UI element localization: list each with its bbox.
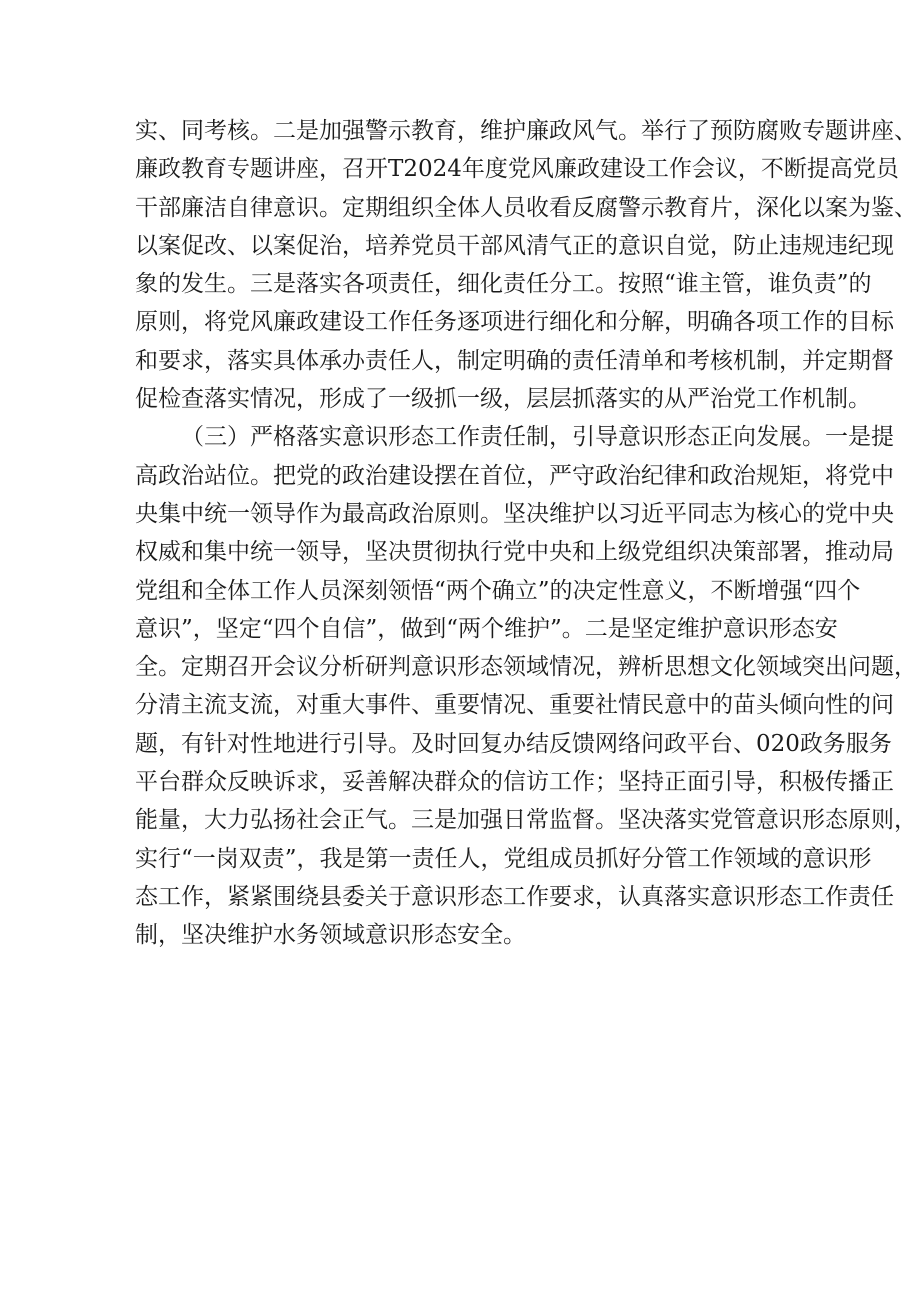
text-line: 题，有针对性地进行引导。及时回复办结反馈网络问政平台、020政务服务 [135,730,892,757]
text-line: 权威和集中统一领导，坚决贯彻执行党中央和上级党组织决策部署，推动局 [135,539,894,566]
text-line: 干部廉洁自律意识。定期组织全体人员收看反腐警示教育片，深化以案为鉴、 [135,194,917,221]
text-line: 党组和全体工作人员深刻领悟“两个确立”的决定性意义，不断增强“四个 [135,577,861,604]
text-line: 平台群众反映诉求，妥善解决群众的信访工作；坚持正面引导，积极传播正 [135,769,894,796]
text-line: 态工作，紧紧围绕县委关于意识形态工作要求，认真落实意识形态工作责任 [135,883,894,910]
text-line: 意识”，坚定“四个自信”，做到“两个维护”。二是坚定维护意识形态安 [135,615,838,642]
text-line: 实行“一岗双责”，我是第一责任人，党组成员抓好分管工作领域的意识形 [135,845,872,872]
document-body [135,112,917,955]
text-line: 央集中统一领导作为最高政治原则。坚决维护以习近平同志为核心的党中央 [135,500,894,527]
text-line: 象的发生。三是落实各项责任，细化责任分工。按照“谁主管，谁负责”的 [135,271,872,298]
text-line: 全。定期召开会议分析研判意识形态领域情况，辨析思想文化领域突出问题， [135,654,917,681]
text-line: 和要求，落实具体承办责任人，制定明确的责任清单和考核机制，并定期督 [135,347,894,374]
text-line: 促检查落实情况，形成了一级抓一级，层层抓落实的从严治党工作机制。 [135,386,871,413]
text-line: （三）严格落实意识形态工作责任制，引导意识形态正向发展。一是提 [181,424,894,451]
text-line: 以案促改、以案促治，培养党员干部风清气正的意识自觉，防止违规违纪现 [135,232,894,259]
text-line: 能量，大力弘扬社会正气。三是加强日常监督。坚决落实党管意识形态原则， [135,807,917,834]
text-line: 廉政教育专题讲座，召开T2024年度党风廉政建设工作会议，不断提高党员 [135,156,899,183]
text-line: 制，坚决维护水务领域意识形态安全。 [135,922,526,949]
paragraph-ideology-responsibility [135,418,917,954]
paragraph-discipline-education [135,112,917,418]
text-line: 高政治站位。把党的政治建设摆在首位，严守政治纪律和政治规矩，将党中 [135,462,894,489]
text-line: 分清主流支流，对重大事件、重要情况、重要社情民意中的苗头倾向性的问 [135,692,894,719]
text-line: 原则，将党风廉政建设工作任务逐项进行细化和分解，明确各项工作的目标 [135,309,894,336]
text-line: 实、同考核。二是加强警示教育，维护廉政风气。举行了预防腐败专题讲座、 [135,118,917,144]
